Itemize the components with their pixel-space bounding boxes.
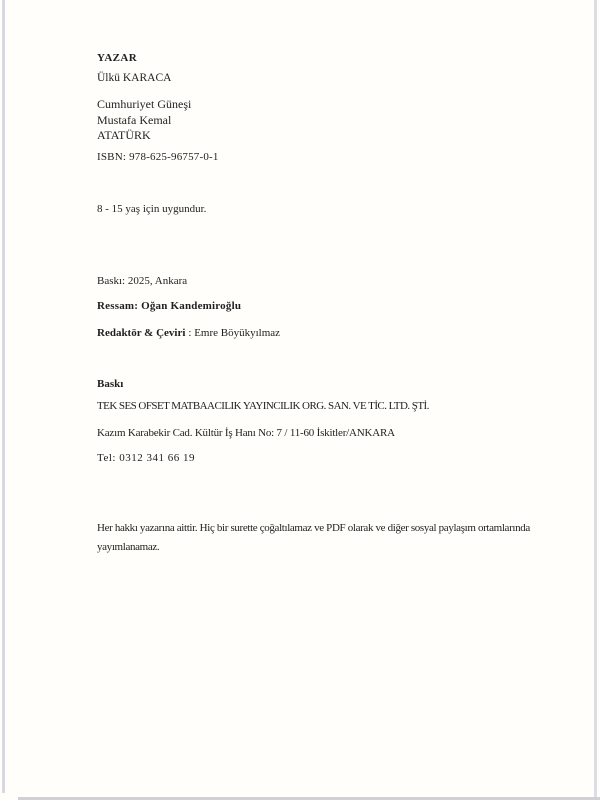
book-title-line-2: Mustafa Kemal <box>97 112 172 127</box>
printer-name: TEK SES OFSET MATBAACILIK YAYINCILIK ORG. SAN. VE TİC. LTD. ŞTİ. <box>97 400 429 412</box>
isbn-text: ISBN: 978-625-96757-0-1 <box>97 151 219 163</box>
editor-credit-value: : Emre Böyükyılmaz <box>188 327 281 339</box>
age-note: 8 - 15 yaş için uygundur. <box>97 203 207 215</box>
book-title <box>97 97 191 144</box>
printer-address: Kazım Karabekir Cad. Kültür İş Hanı No: 7 / 11-60 İskitler/ANKARA <box>97 427 395 439</box>
author-name: Ülkü KARACA <box>97 72 172 84</box>
editor-credit-label: Redaktör & Çeviri <box>97 327 186 339</box>
book-title-line-3: ATATÜRK <box>97 128 151 142</box>
book-title-line-1: Cumhuriyet Güneşi <box>97 97 192 111</box>
editor-credit <box>97 327 280 339</box>
author-heading: YAZAR <box>97 52 138 64</box>
print-heading: Baskı <box>97 378 124 390</box>
rights-notice: Her hakkı yazarına aittir. Hiç bir surette çoğaltılamaz ve PDF olarak ve diğer sosyal paylaşım ortamlarında yayımlanamaz. <box>97 522 530 553</box>
page-edge-left <box>2 0 5 793</box>
page-edge-right <box>594 0 597 800</box>
illustrator-credit: Ressam: Oğan Kandemiroğlu <box>97 300 242 312</box>
printer-phone: Tel: 0312 341 66 19 <box>97 452 195 464</box>
edition-info: Baskı: 2025, Ankara <box>97 275 188 287</box>
